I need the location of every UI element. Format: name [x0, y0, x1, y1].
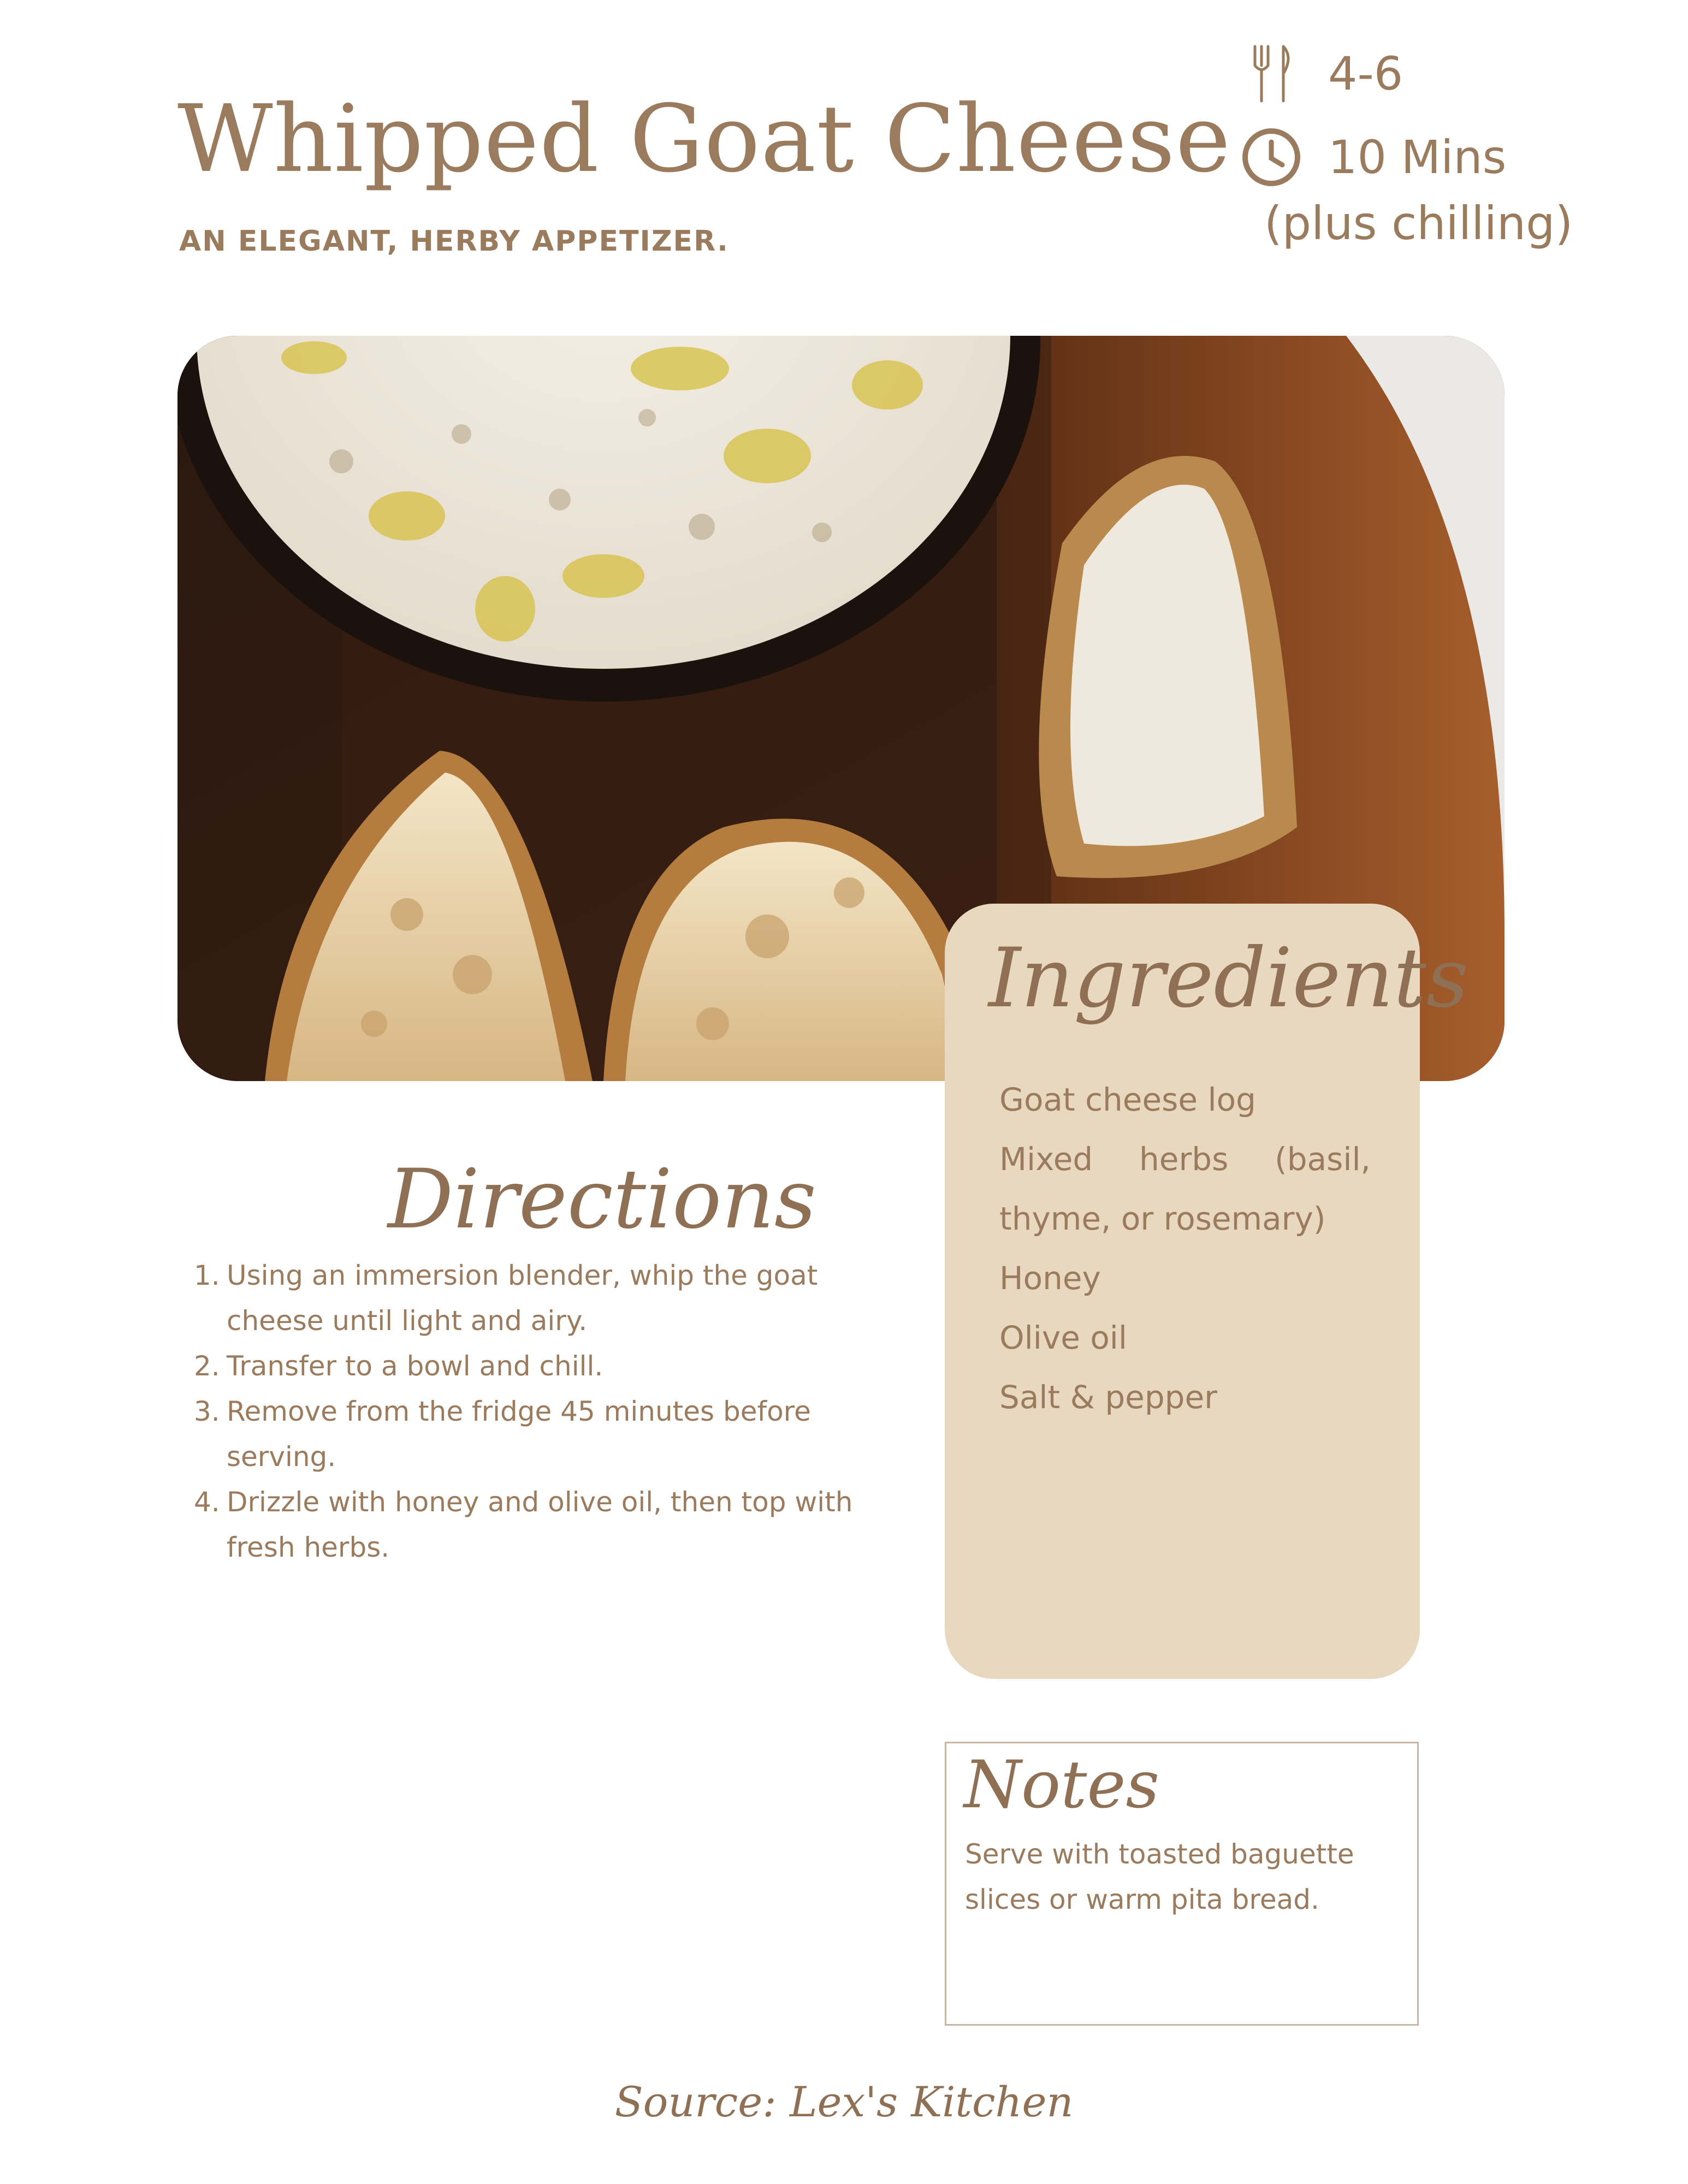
recipe-subtitle: AN ELEGANT, HERBY APPETIZER. [179, 225, 729, 258]
step-number: 4. [194, 1486, 220, 1518]
step-number: 3. [194, 1396, 220, 1427]
direction-step [194, 1480, 871, 1570]
ingredient-item: Goat cheese log [999, 1081, 1256, 1118]
step-text: Using an immersion blender, whip the goat cheese until light and airy. [227, 1260, 818, 1337]
step-text: Remove from the fridge 45 minutes before serving. [227, 1396, 811, 1473]
clock-icon [1239, 124, 1304, 190]
fork-knife-icon [1239, 41, 1304, 106]
direction-step [194, 1389, 871, 1480]
time-text: 10 Mins [1328, 130, 1507, 184]
directions-list [194, 1253, 871, 1570]
time-note: (plus chilling) [1264, 197, 1573, 250]
notes-text: Serve with toasted baguette slices or warm pita bread. [965, 1838, 1354, 1915]
time-row [1239, 124, 1506, 190]
ingredients-list [999, 1070, 1371, 1427]
step-number: 1. [194, 1260, 220, 1291]
recipe-title: Whipped Goat Cheese [177, 85, 1231, 193]
step-text: Drizzle with honey and olive oil, then top with fresh herbs. [227, 1486, 853, 1563]
ingredient-item: Salt & pepper [999, 1379, 1217, 1416]
direction-step [194, 1344, 871, 1389]
directions-title: Directions [388, 1152, 816, 1247]
ingredient-item: Honey [999, 1260, 1101, 1297]
servings-row [1239, 41, 1403, 106]
step-text: Transfer to a bowl and chill. [227, 1350, 603, 1382]
ingredients-title: Ingredients [988, 931, 1468, 1026]
step-number: 2. [194, 1350, 220, 1382]
direction-step [194, 1253, 871, 1344]
ingredient-item: Olive oil [999, 1319, 1128, 1356]
notes-title: Notes [964, 1747, 1160, 1823]
servings-text: 4-6 [1328, 47, 1403, 100]
ingredient-item: Mixed herbs (basil, thyme, or rosemary) [999, 1141, 1371, 1237]
recipe-source: Source: Lex's Kitchen [614, 2078, 1074, 2126]
